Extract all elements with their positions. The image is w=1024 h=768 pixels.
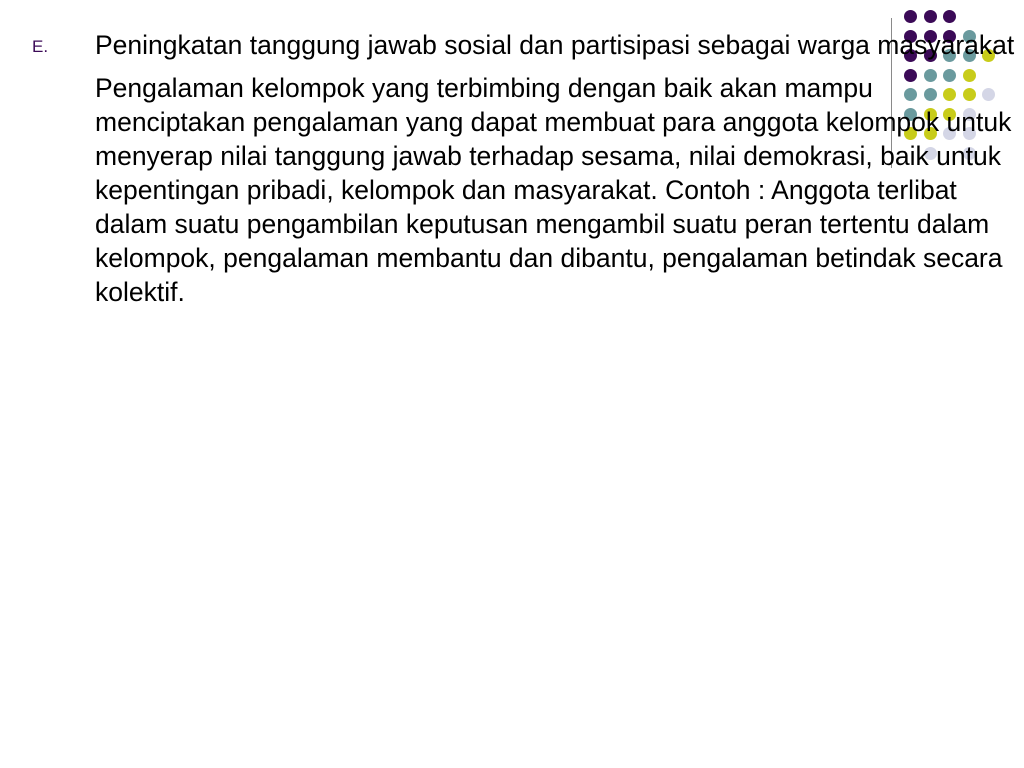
bullet-text: Peningkatan tanggung jawab sosial dan partisipasi sebagai warga masyarakat — [95, 30, 1015, 60]
body-paragraph: Pengalaman kelompok yang terbimbing dengan baik akan mampu menciptakan pengalaman yang dapat membuat para anggota kelompok untuk menyerap nilai tanggung jawab terhadap sesama, nilai demokrasi, baik untuk kepentingan pribadi, kelompok dan masyarakat. Contoh : Anggota terlibat dalam suatu pengambilan keputusan mengambil suatu peran tertentu dalam kelompok, pengalaman membantu dan dibantu, pengalaman betindak secara kolektif. — [95, 73, 1012, 307]
decoration-dot — [943, 10, 956, 23]
bullet-marker: E. — [32, 37, 49, 56]
decoration-dot — [924, 10, 937, 23]
decoration-dot — [904, 10, 917, 23]
bullet-item — [32, 28, 1020, 62]
slide-content — [32, 28, 1020, 309]
